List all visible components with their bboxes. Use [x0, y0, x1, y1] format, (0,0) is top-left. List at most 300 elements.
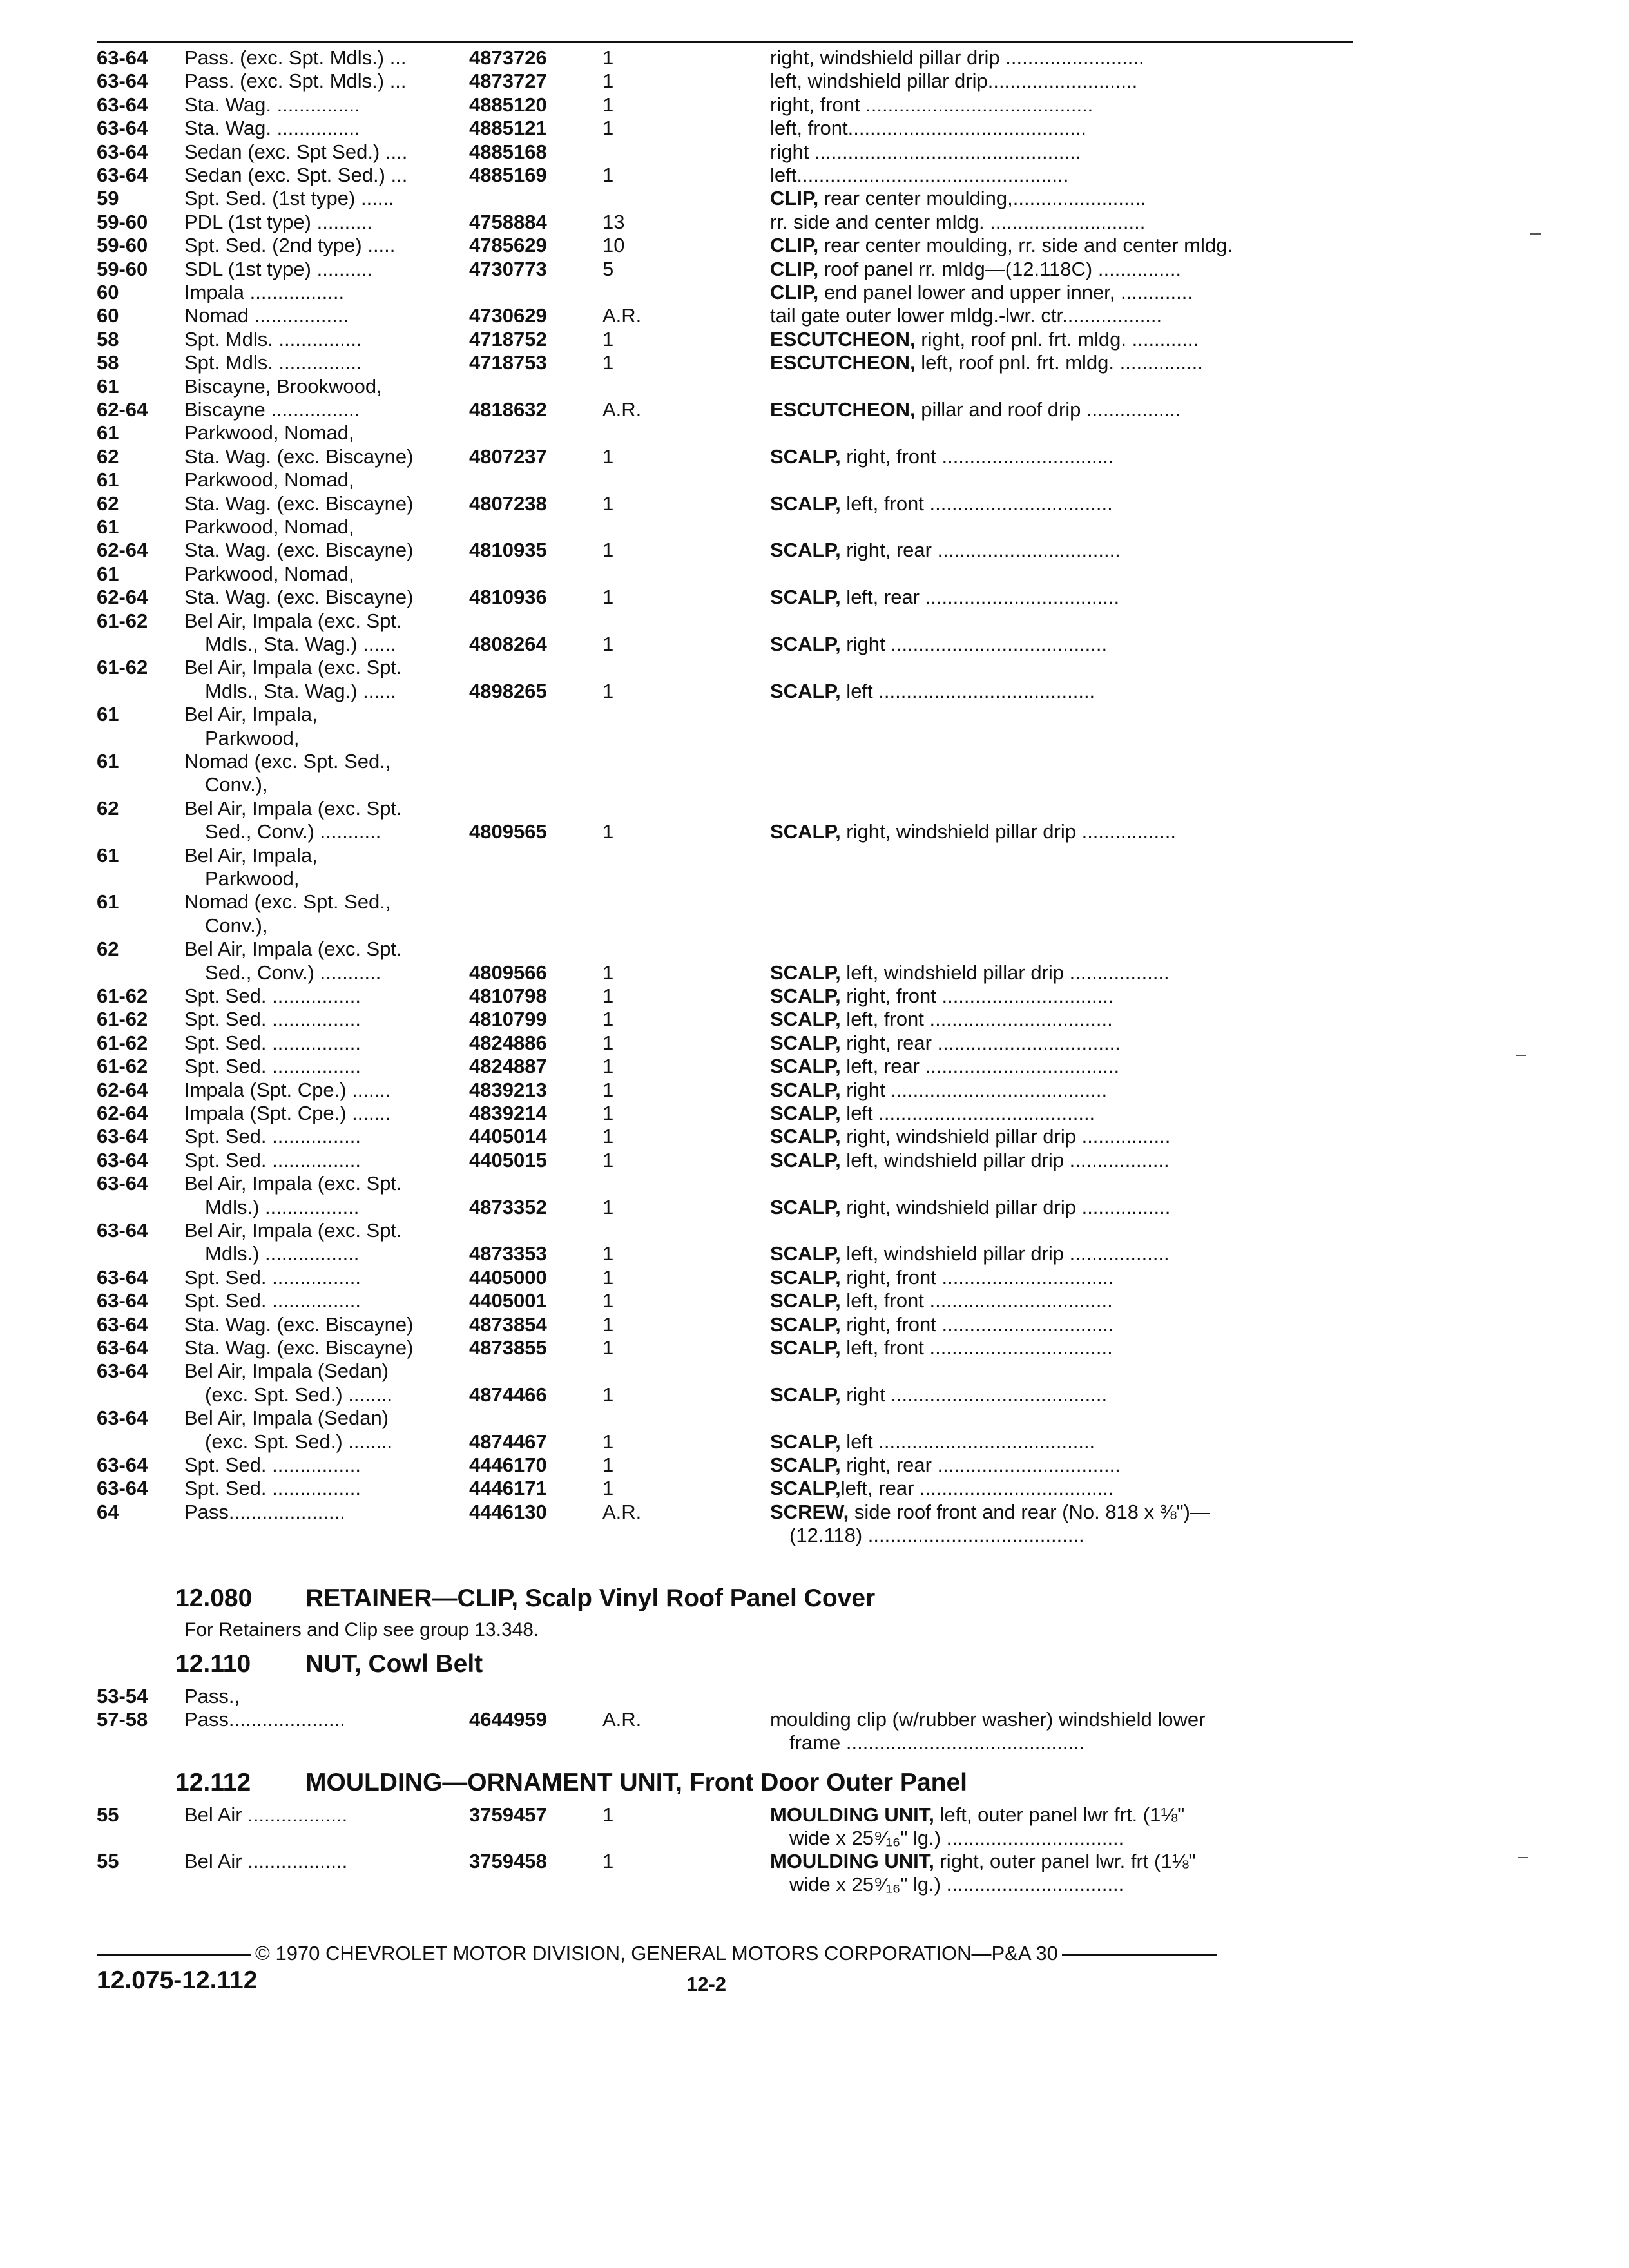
table-row	[0, 913, 1629, 939]
model-year: 59-60	[97, 234, 148, 257]
table-row	[0, 1707, 1629, 1733]
section-heading-12-112	[175, 1767, 967, 1798]
model-year: 55	[97, 1803, 119, 1826]
model-name: Bel Air ..................	[184, 1850, 348, 1872]
table-row	[0, 608, 1629, 634]
footer-rule-right	[1062, 1954, 1217, 1956]
part-description	[770, 1335, 1350, 1361]
part-description	[770, 444, 1350, 470]
part-number: 4809566	[469, 961, 547, 984]
model-name: Spt. Sed. ................	[184, 1265, 361, 1289]
part-description	[770, 209, 1350, 235]
model-name: Spt. Sed. ................	[184, 1477, 361, 1500]
quantity: 1	[602, 679, 614, 702]
quantity: A.R.	[602, 398, 642, 421]
model-name: Spt. Sed. ................	[184, 1125, 361, 1148]
part-name: MOULDING UNIT,	[770, 1850, 934, 1872]
part-description	[770, 1707, 1350, 1733]
table-row	[0, 1382, 1629, 1408]
model-name: Parkwood,	[205, 867, 300, 890]
model-year: 62	[97, 492, 119, 515]
quantity: 1	[602, 1008, 614, 1031]
part-number: 4885168	[469, 140, 547, 163]
quantity: 1	[602, 1125, 614, 1148]
part-description	[770, 115, 1350, 141]
model-name: Pass. (exc. Spt. Mdls.) ...	[184, 46, 407, 69]
table-row	[0, 115, 1629, 141]
part-description	[770, 819, 1350, 845]
part-detail: end panel lower and upper inner, .............	[818, 281, 1193, 303]
section-note: For Retainers and Clip see group 13.348.	[184, 1619, 539, 1640]
part-detail: right, windshield pillar drip ................	[840, 1195, 1171, 1218]
quantity: 1	[602, 351, 614, 374]
table-row	[0, 397, 1629, 423]
table-row	[0, 702, 1629, 727]
table-row	[0, 584, 1629, 610]
table-row	[0, 162, 1629, 188]
part-name: SCALP,	[770, 961, 841, 984]
table-row	[0, 843, 1629, 869]
part-detail: right, rear .................................	[840, 1031, 1121, 1054]
part-detail: moulding clip (w/rubber washer) windshield lower	[770, 1708, 1206, 1731]
model-year: 61-62	[97, 1055, 148, 1078]
model-name: Spt. Sed. ................	[184, 1008, 361, 1031]
model-name: Nomad (exc. Spt. Sed.,	[184, 750, 391, 773]
model-year: 61-62	[97, 1031, 148, 1054]
quantity: A.R.	[602, 1708, 642, 1731]
model-year: 61	[97, 890, 119, 914]
model-year: 61	[97, 843, 119, 867]
model-name: SDL (1st type) ..........	[184, 257, 372, 280]
part-number: 4885120	[469, 93, 547, 116]
model-year: 62-64	[97, 398, 148, 421]
part-detail: left, front .................................	[840, 492, 1113, 515]
quantity: 1	[602, 164, 614, 186]
part-name: SCALP,	[770, 1242, 841, 1265]
part-detail: rear center moulding, rr. side and center mldg.	[818, 234, 1233, 257]
model-name: Spt. Sed. ................	[184, 1289, 361, 1312]
part-detail: roof panel rr. mldg—(12.118C) ...............	[818, 257, 1182, 280]
model-year: 61-62	[97, 1008, 148, 1031]
model-name: Biscayne ................	[184, 398, 360, 421]
quantity: 1	[602, 1383, 614, 1406]
part-detail: right, windshield pillar drip .........................	[770, 46, 1144, 69]
part-description	[789, 1825, 1350, 1851]
table-row	[0, 866, 1629, 892]
quantity: 1	[602, 820, 614, 843]
part-number: 4446171	[469, 1477, 547, 1500]
part-detail: left, windshield pillar drip ..................	[840, 1242, 1170, 1265]
part-name: SCALP,	[770, 1125, 841, 1148]
part-name: CLIP,	[770, 187, 819, 210]
part-detail: left, windshield pillar drip ..................	[840, 1148, 1170, 1171]
model-name: Bel Air, Impala (Sedan)	[184, 1360, 389, 1383]
part-number: 4718752	[469, 327, 547, 351]
model-year: 61-62	[97, 609, 148, 632]
model-year: 60	[97, 304, 119, 327]
part-description	[770, 68, 1350, 94]
model-year: 61-62	[97, 656, 148, 679]
table-row	[0, 749, 1629, 774]
table-row	[0, 92, 1629, 118]
model-name: Conv.),	[205, 914, 268, 937]
part-name: SCALP,	[770, 1430, 841, 1453]
model-name: Sta. Wag. (exc. Biscayne)	[184, 539, 414, 562]
table-row	[0, 1030, 1629, 1056]
part-number: 4446170	[469, 1454, 547, 1476]
model-name: Bel Air, Impala (exc. Spt.	[184, 1219, 402, 1242]
table-row	[0, 1241, 1629, 1267]
part-description	[770, 1030, 1350, 1056]
model-year: 59	[97, 187, 119, 210]
part-detail: (12.118) .......................................	[789, 1524, 1084, 1547]
part-number: 4405014	[469, 1125, 547, 1148]
table-row	[0, 1124, 1629, 1149]
quantity: 1	[602, 539, 614, 562]
part-description	[789, 1523, 1350, 1548]
model-name: Sta. Wag. (exc. Biscayne)	[184, 492, 414, 515]
model-year: 63-64	[97, 1336, 148, 1359]
model-year: 62-64	[97, 1102, 148, 1124]
part-name: SCREW,	[770, 1500, 849, 1523]
quantity: A.R.	[602, 304, 642, 327]
table-row	[0, 1265, 1629, 1291]
part-detail: left, roof pnl. frt. mldg. ...............	[915, 351, 1203, 374]
model-name: Parkwood,	[205, 726, 300, 749]
quantity: 1	[602, 46, 614, 69]
model-name: Sta. Wag. (exc. Biscayne)	[184, 445, 414, 468]
table-row	[0, 1312, 1629, 1338]
part-number: 4898265	[469, 679, 547, 702]
quantity: 1	[602, 1336, 614, 1359]
model-name: Parkwood, Nomad,	[184, 468, 354, 492]
part-description	[770, 397, 1350, 423]
model-name: Parkwood, Nomad,	[184, 421, 354, 445]
quantity: 1	[602, 492, 614, 515]
quantity: 1	[602, 1102, 614, 1124]
part-number: 4718753	[469, 351, 547, 374]
part-name: SCALP,	[770, 679, 841, 702]
table-row	[0, 1499, 1629, 1525]
model-year: 61	[97, 374, 119, 398]
model-name: Impala (Spt. Cpe.) .......	[184, 1102, 391, 1124]
part-description	[770, 631, 1350, 657]
part-number: 4874466	[469, 1383, 547, 1406]
part-description	[770, 584, 1350, 610]
part-description	[770, 1100, 1350, 1126]
model-year: 58	[97, 351, 119, 374]
table-row	[0, 631, 1629, 657]
part-number: 4818632	[469, 398, 547, 421]
model-year: 62-64	[97, 539, 148, 562]
model-name: Sed., Conv.) ...........	[205, 961, 381, 984]
part-name: SCALP,	[770, 1383, 841, 1406]
section-heading-12-110	[175, 1649, 483, 1680]
part-number: 4730773	[469, 257, 547, 280]
part-description	[770, 280, 1350, 305]
section-number: 12.112	[175, 1769, 251, 1796]
part-number: 4405015	[469, 1148, 547, 1171]
quantity: 1	[602, 985, 614, 1007]
part-detail: left .......................................	[840, 1102, 1095, 1124]
part-description	[770, 960, 1350, 986]
part-number: 4644959	[469, 1708, 547, 1731]
part-number: 3759457	[469, 1803, 547, 1826]
part-name: SCALP,	[770, 1148, 841, 1171]
part-name: SCALP,	[770, 1312, 841, 1336]
part-description	[770, 1077, 1350, 1103]
table-row	[0, 1148, 1629, 1173]
model-year: 61	[97, 562, 119, 585]
model-name: PDL (1st type) ..........	[184, 210, 372, 233]
model-year: 63-64	[97, 70, 148, 93]
quantity: 1	[602, 1477, 614, 1500]
table-row	[0, 678, 1629, 704]
model-name: Impala .................	[184, 281, 345, 303]
part-detail: rr. side and center mldg. ............................	[770, 210, 1146, 233]
part-name: MOULDING UNIT,	[770, 1803, 934, 1826]
model-year: 63-64	[97, 1219, 148, 1242]
model-name: Sta. Wag. ...............	[184, 93, 360, 116]
part-name: SCALP,	[770, 1031, 841, 1054]
model-name: Sed., Conv.) ...........	[205, 820, 381, 843]
part-detail: left, front...........................................	[770, 117, 1086, 140]
quantity: 1	[602, 1850, 614, 1872]
part-detail: left, rear ...................................	[840, 586, 1120, 609]
model-year: 63-64	[97, 1407, 148, 1430]
table-row	[0, 655, 1629, 680]
table-row	[0, 1335, 1629, 1361]
part-number: 4873353	[469, 1242, 547, 1265]
part-description	[770, 1849, 1350, 1874]
model-year: 63-64	[97, 1148, 148, 1171]
model-name: Nomad (exc. Spt. Sed.,	[184, 890, 391, 914]
part-number: 4810798	[469, 985, 547, 1007]
part-number: 4824886	[469, 1031, 547, 1054]
table-row	[0, 45, 1629, 71]
table-row	[0, 303, 1629, 329]
part-description	[789, 1730, 1350, 1756]
part-number: 4824887	[469, 1055, 547, 1078]
part-name: SCALP,	[770, 820, 841, 843]
model-name: (exc. Spt. Sed.) ........	[205, 1430, 393, 1453]
model-year: 62	[97, 445, 119, 468]
table-row	[0, 1802, 1629, 1828]
table-row	[0, 1405, 1629, 1431]
model-name: Spt. Sed. ................	[184, 1055, 361, 1078]
model-name: Pass. (exc. Spt. Mdls.) ...	[184, 70, 407, 93]
model-year: 63-64	[97, 1125, 148, 1148]
part-name: ESCUTCHEON,	[770, 327, 916, 351]
part-description	[770, 327, 1350, 352]
model-year: 61	[97, 703, 119, 726]
model-year: 63-64	[97, 1172, 148, 1195]
quantity: 10	[602, 234, 625, 257]
part-detail: left .......................................	[840, 679, 1095, 702]
table-row	[0, 1849, 1629, 1874]
part-number: 4839214	[469, 1102, 547, 1124]
model-name: Sta. Wag. ...............	[184, 117, 360, 140]
part-detail: right ................................................	[770, 140, 1081, 163]
part-detail: left, front .................................	[840, 1289, 1113, 1312]
model-name: Spt. Sed. ................	[184, 1454, 361, 1476]
table-row	[0, 139, 1629, 165]
model-name: Sta. Wag. (exc. Biscayne)	[184, 586, 414, 609]
part-number: 4758884	[469, 210, 547, 233]
part-description	[770, 350, 1350, 376]
model-year: 63-64	[97, 1477, 148, 1500]
quantity: 1	[602, 327, 614, 351]
model-year: 61	[97, 468, 119, 492]
table-row	[0, 889, 1629, 915]
part-detail: left, rear ...................................	[840, 1055, 1120, 1078]
model-year: 61	[97, 515, 119, 538]
quantity: 1	[602, 961, 614, 984]
model-year: 62	[97, 796, 119, 820]
page-number: 12-2	[686, 1973, 727, 1995]
model-year: 63-64	[97, 164, 148, 186]
model-name: Bel Air, Impala (exc. Spt.	[184, 937, 402, 961]
part-description	[770, 139, 1350, 165]
model-name: Bel Air, Impala,	[184, 843, 318, 867]
quantity: A.R.	[602, 1500, 642, 1523]
model-year: 63-64	[97, 1312, 148, 1336]
part-number: 4730629	[469, 304, 547, 327]
table-row	[0, 1053, 1629, 1079]
table-row	[0, 1872, 1629, 1898]
part-description	[770, 1499, 1350, 1525]
part-description	[770, 1288, 1350, 1314]
part-description	[770, 1312, 1350, 1338]
table-row	[0, 561, 1629, 587]
part-description	[770, 186, 1350, 211]
model-name: Mdls., Sta. Wag.) ......	[205, 679, 396, 702]
model-name: Conv.),	[205, 773, 268, 796]
part-description	[770, 491, 1350, 517]
model-year: 61	[97, 421, 119, 445]
table-row	[0, 1358, 1629, 1384]
model-year: 63-64	[97, 1360, 148, 1383]
part-description	[770, 1429, 1350, 1455]
model-name: Sedan (exc. Spt Sed.) ....	[184, 140, 408, 163]
model-name: Sta. Wag. (exc. Biscayne)	[184, 1336, 414, 1359]
quantity: 1	[602, 1803, 614, 1826]
part-number: 4807238	[469, 492, 547, 515]
table-row	[0, 1523, 1629, 1548]
part-number: 4873726	[469, 46, 547, 69]
part-number: 4807237	[469, 445, 547, 468]
model-year: 63-64	[97, 1289, 148, 1312]
table-row	[0, 1006, 1629, 1032]
quantity: 13	[602, 210, 625, 233]
table-row	[0, 726, 1629, 751]
model-year: 63-64	[97, 140, 148, 163]
model-name: Impala (Spt. Cpe.) .......	[184, 1078, 391, 1101]
table-row	[0, 256, 1629, 282]
model-name: Bel Air, Impala,	[184, 703, 318, 726]
section-title: RETAINER—CLIP, Scalp Vinyl Roof Panel Cover	[305, 1584, 876, 1612]
part-number: 4874467	[469, 1430, 547, 1453]
model-name: Pass.,	[184, 1685, 240, 1707]
part-description	[770, 678, 1350, 704]
model-year: 60	[97, 281, 119, 303]
model-year: 59-60	[97, 257, 148, 280]
part-name: SCALP,	[770, 633, 841, 655]
quantity: 1	[602, 1289, 614, 1312]
part-detail: right, front ...............................	[840, 1265, 1114, 1289]
part-description	[770, 233, 1350, 258]
model-name: Spt. Sed. (2nd type) .....	[184, 234, 396, 257]
part-detail: frame ...........................................	[789, 1731, 1085, 1754]
quantity: 1	[602, 1312, 614, 1336]
table-row	[0, 1218, 1629, 1244]
quantity: 1	[602, 1031, 614, 1054]
part-number: 4809565	[469, 820, 547, 843]
part-name: CLIP,	[770, 281, 819, 303]
part-name: SCALP,	[770, 1195, 841, 1218]
model-year: 63-64	[97, 1265, 148, 1289]
table-row	[0, 1077, 1629, 1103]
part-detail: right .......................................	[840, 1078, 1108, 1101]
part-detail: right, front ...............................	[840, 1312, 1114, 1336]
part-name: SCALP,	[770, 1336, 841, 1359]
quantity: 1	[602, 1148, 614, 1171]
table-row	[0, 350, 1629, 376]
part-detail: right, outer panel lwr. frt (1⅛"	[934, 1850, 1196, 1872]
model-year: 61-62	[97, 985, 148, 1007]
quantity: 1	[602, 445, 614, 468]
part-name: SCALP,	[770, 1008, 841, 1031]
model-name: Bel Air, Impala (exc. Spt.	[184, 1172, 402, 1195]
part-name: CLIP,	[770, 257, 819, 280]
table-row	[0, 1100, 1629, 1126]
model-name: Bel Air, Impala (exc. Spt.	[184, 796, 402, 820]
part-name: SCALP,	[770, 1265, 841, 1289]
part-detail: right, front .........................................	[770, 93, 1094, 116]
part-name: SCALP,	[770, 586, 841, 609]
model-year: 55	[97, 1850, 119, 1872]
model-year: 58	[97, 327, 119, 351]
model-name: Sedan (exc. Spt. Sed.) ...	[184, 164, 408, 186]
section-heading-12-080	[175, 1583, 875, 1614]
part-description	[770, 1382, 1350, 1408]
table-row	[0, 1171, 1629, 1196]
quantity: 1	[602, 586, 614, 609]
part-name: SCALP,	[770, 1454, 841, 1476]
part-description	[770, 162, 1350, 188]
table-row	[0, 444, 1629, 470]
part-number: 4808264	[469, 633, 547, 655]
copyright-footer	[97, 1941, 1334, 1966]
table-row	[0, 1288, 1629, 1314]
part-detail: right .......................................	[840, 1383, 1108, 1406]
model-name: Spt. Sed. ................	[184, 1031, 361, 1054]
quantity: 1	[602, 70, 614, 93]
part-description	[770, 45, 1350, 71]
part-detail: rear center moulding,........................	[818, 187, 1146, 210]
part-name: SCALP,	[770, 985, 841, 1007]
model-name: Pass.....................	[184, 1500, 345, 1523]
part-description	[770, 1452, 1350, 1478]
part-detail: left.................................................	[770, 164, 1069, 186]
quantity: 1	[602, 1055, 614, 1078]
table-row	[0, 983, 1629, 1009]
table-row	[0, 374, 1629, 399]
part-detail: right, front ...............................	[840, 985, 1114, 1007]
part-detail: side roof front and rear (No. 818 x ⅜")—	[849, 1500, 1210, 1523]
table-row	[0, 936, 1629, 962]
part-detail: right, front ...............................	[840, 445, 1114, 468]
